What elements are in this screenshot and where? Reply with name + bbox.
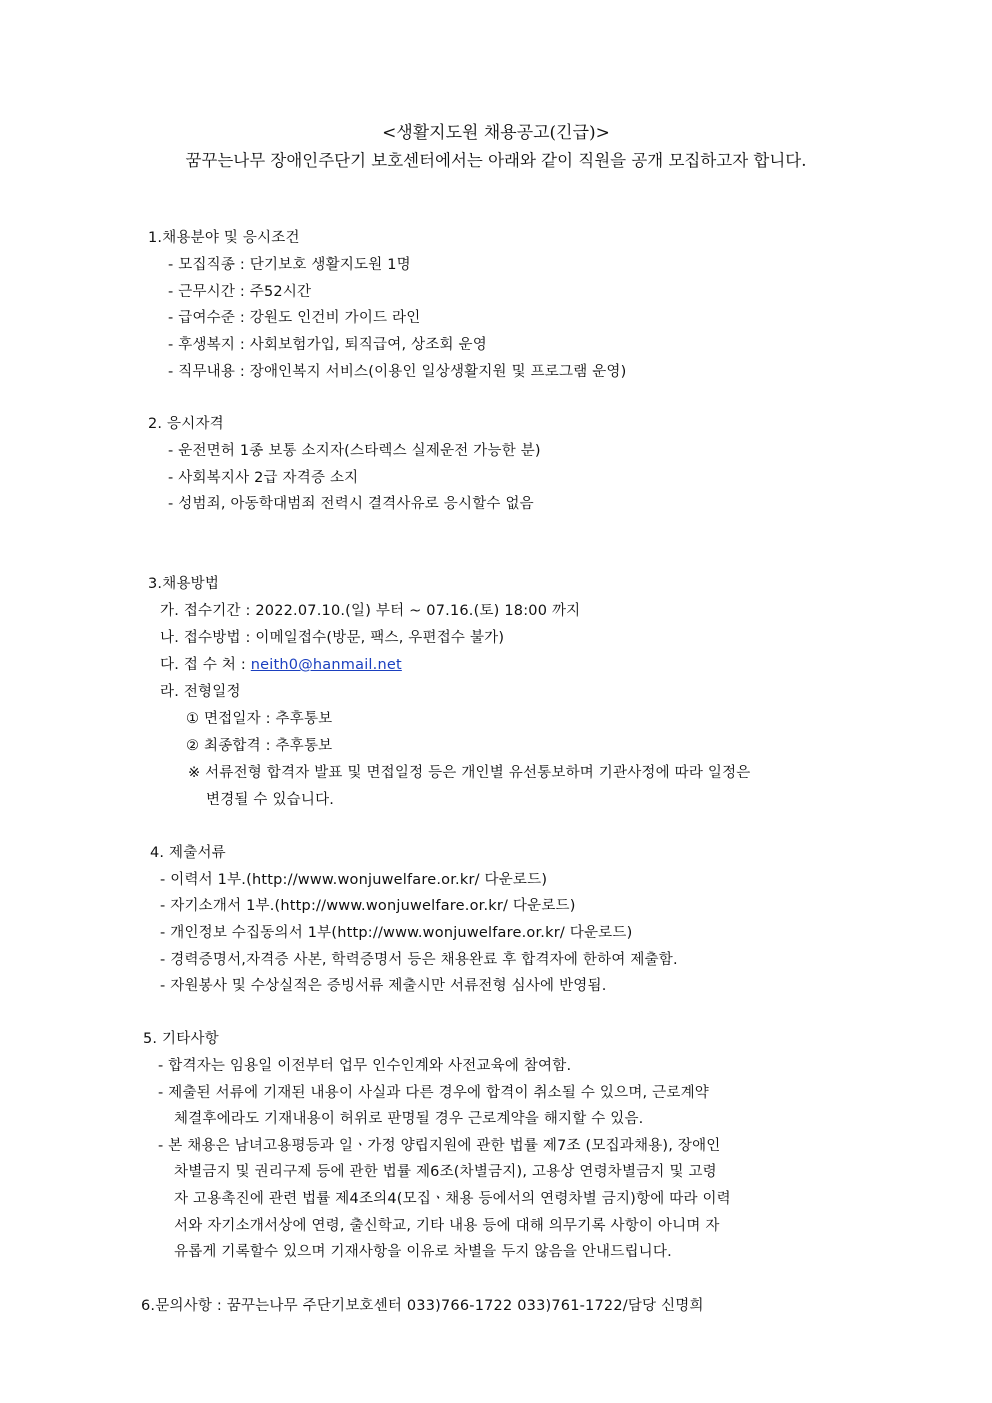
schedule-item: ① 면접일자 : 추후통보 — [186, 711, 333, 727]
schedule-item: ② 최종합격 : 추후통보 — [186, 738, 333, 754]
section1-item: - 직무내용 : 장애인복지 서비스(이용인 일상생활지원 및 프로그램 운영) — [168, 364, 627, 380]
section2-item: - 사회복지사 2급 자격증 소지 — [168, 470, 359, 486]
note-line: 자 고용촉진에 관련 법률 제4조의4(모집ㆍ채용 등에서의 연령차별 금지)항에 따라 이력 — [174, 1191, 731, 1207]
note-line: - 본 채용은 남녀고용평등과 일ㆍ가정 양립지원에 관한 법률 제7조 (모집과채용), 장애인 — [158, 1138, 721, 1154]
section1-item: - 후생복지 : 사회보험가입, 퇴직급여, 상조회 운영 — [168, 337, 487, 353]
schedule-note-cont: 변경될 수 있습니다. — [206, 792, 335, 808]
document-item: - 자원봉사 및 수상실적은 증빙서류 제출시만 서류전형 심사에 반영됨. — [160, 978, 607, 994]
document-item: - 자기소개서 1부.(http://www.wonjuwelfare.or.kr/ 다운로드) — [160, 898, 576, 914]
section2-item: - 성범죄, 아동학대범죄 전력시 결격사유로 응시할수 없음 — [168, 496, 534, 512]
application-method: 나. 접수방법 : 이메일접수(방문, 팩스, 우편접수 불가) — [160, 630, 505, 646]
contact-info: 6.문의사항 : 꿈꾸는나무 주단기보호센터 033)766-1722 033)761-1722/담당 신명희 — [141, 1298, 704, 1314]
note-line: - 제출된 서류에 기재된 내용이 사실과 다른 경우에 합격이 취소될 수 있으며, 근로계약 — [158, 1085, 709, 1101]
section2-heading: 2. 응시자격 — [148, 416, 224, 432]
schedule-note: ※ 서류전형 합격자 발표 및 면접일정 등은 개인별 유선통보하며 기관사정에 따라 일정은 — [188, 765, 751, 781]
section1-heading: 1.채용분야 및 응시조건 — [148, 230, 300, 246]
note-line: - 합격자는 임용일 이전부터 업무 인수인계와 사전교육에 참여함. — [158, 1058, 572, 1074]
document-item: - 개인정보 수집동의서 1부(http://www.wonjuwelfare.or.kr/ 다운로드) — [160, 925, 633, 941]
document-item: - 경력증명서,자격증 사본, 학력증명서 등은 채용완료 후 합격자에 한하여 제출함. — [160, 952, 678, 968]
section5-heading: 5. 기타사항 — [143, 1031, 219, 1047]
notice-title: <생활지도원 채용공고(긴급)> — [382, 123, 610, 143]
section1-item: - 급여수준 : 강원도 인건비 가이드 라인 — [168, 310, 421, 326]
application-destination — [160, 655, 402, 675]
section4-heading: 4. 제출서류 — [150, 845, 226, 861]
note-line: 서와 자기소개서상에 연령, 출신학교, 기타 내용 등에 대해 의무기록 사항이 아니며 자 — [174, 1218, 720, 1234]
note-line: 차별금지 및 권리구제 등에 관한 법률 제6조(차별금지), 고용상 연령차별금지 및 고령 — [174, 1164, 717, 1180]
section3-heading: 3.채용방법 — [148, 576, 220, 592]
email-link[interactable]: neith0@hanmail.net — [250, 657, 402, 673]
application-period: 가. 접수기간 : 2022.07.10.(일) 부터 ~ 07.16.(토) 18:00 까지 — [160, 603, 581, 619]
document-item: - 이력서 1부.(http://www.wonjuwelfare.or.kr/ 다운로드) — [160, 872, 548, 888]
note-line: 유롭게 기록할수 있으며 기재사항을 이유로 차별을 두지 않음을 안내드립니다. — [174, 1244, 672, 1260]
notice-subtitle: 꿈꾸는나무 장애인주단기 보호센터에서는 아래와 같이 직원을 공개 모집하고자 합니다. — [185, 151, 807, 170]
destination-label: 다. 접 수 처 : — [160, 657, 251, 673]
section2-item: - 운전면허 1종 보통 소지자(스타렉스 실제운전 가능한 분) — [168, 443, 541, 459]
section1-item: - 모집직종 : 단기보호 생활지도원 1명 — [168, 257, 411, 273]
schedule-heading: 라. 전형일정 — [160, 684, 241, 700]
section1-item: - 근무시간 : 주52시간 — [168, 284, 312, 300]
note-line: 체결후에라도 기재내용이 허위로 판명될 경우 근로계약을 해지할 수 있음. — [174, 1111, 644, 1127]
